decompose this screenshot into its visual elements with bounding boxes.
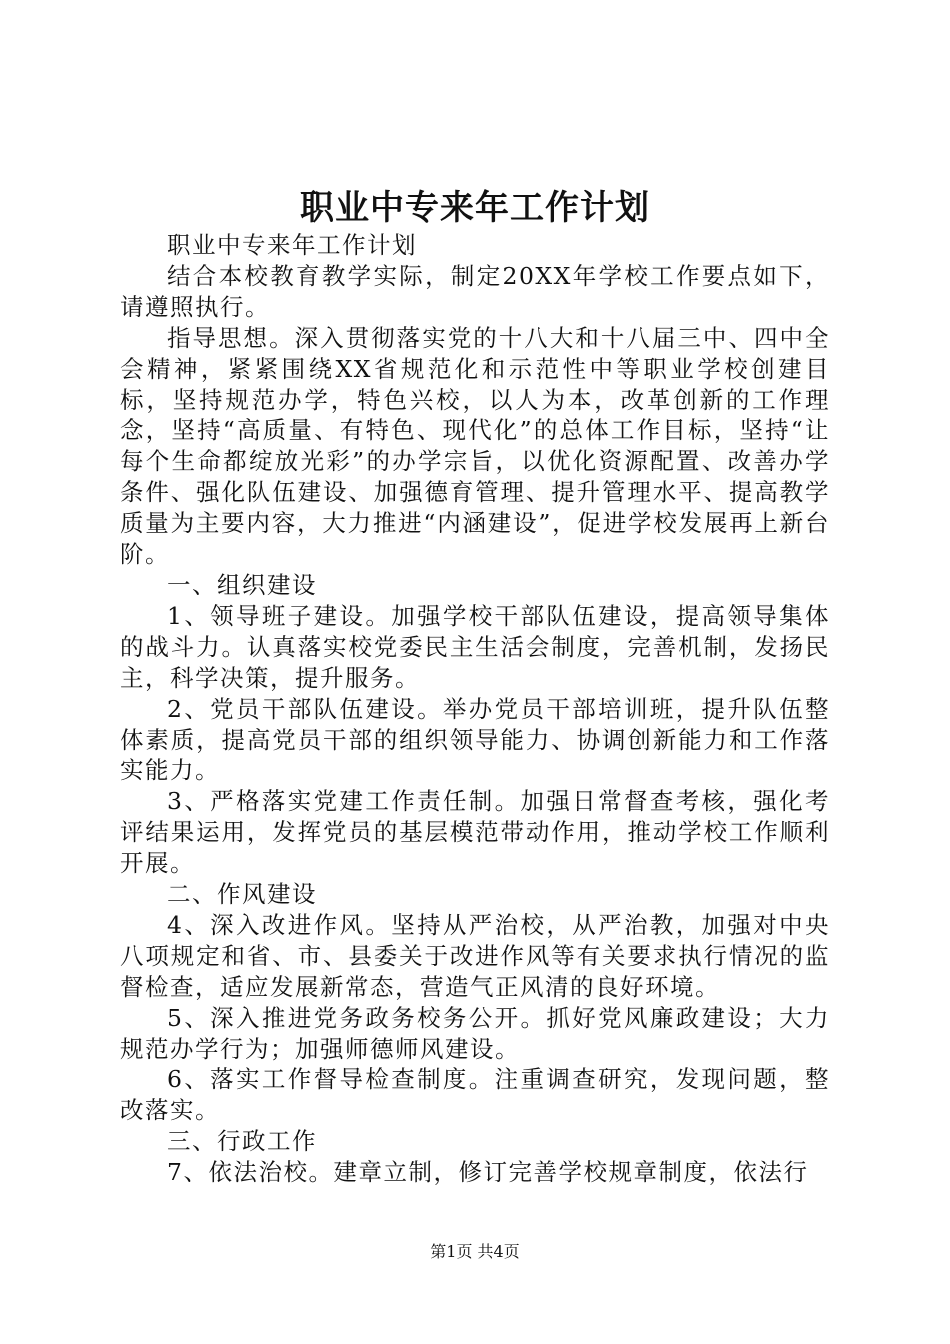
- document-body: [120, 230, 830, 1188]
- paragraph: 4、深入改进作风。坚持从严治校，从严治教，加强对中央八项规定和省、市、县委关于改进作风等有关要求执行情况的监督检查，适应发展新常态，营造气正风清的良好环境。: [120, 910, 830, 1001]
- section-heading: 二、作风建设: [167, 880, 317, 909]
- section-heading: 一、组织建设: [167, 570, 317, 599]
- paragraph: 职业中专来年工作计划: [167, 231, 417, 259]
- paragraph: 2、党员干部队伍建设。举办党员干部培训班，提升队伍整体素质，提高党员干部的组织领导能力、协调创新能力和工作落实能力。: [120, 694, 830, 785]
- paragraph: 6、落实工作督导检查制度。注重调查研究，发现问题，整改落实。: [120, 1065, 830, 1125]
- paragraph: 5、深入推进党务政务校务公开。抓好党风廉政建设；大力规范办学行为；加强师德师风建设。: [120, 1003, 830, 1063]
- paragraph: 结合本校教育教学实际，制定20XX年学校工作要点如下，请遵照执行。: [120, 261, 830, 321]
- paragraph: 3、严格落实党建工作责任制。加强日常督查考核，强化考评结果运用，发挥党员的基层模范带动作用，推动学校工作顺利开展。: [120, 787, 830, 878]
- paragraph: 1、领导班子建设。加强学校干部队伍建设，提高领导集体的战斗力。认真落实校党委民主生活会制度，完善机制，发扬民主，科学决策，提升服务。: [120, 601, 830, 692]
- paragraph: 指导思想。深入贯彻落实党的十八大和十八届三中、四中全会精神，紧紧围绕XX省规范化和示范性中等职业学校创建目标，坚持规范办学，特色兴校，以人为本，改革创新的工作理念，坚持“高质量、有特色、现代化”的总体工作目标，坚持“让每个生命都绽放光彩”的办学宗旨，以优化资源配置、改善办学条件、强化队伍建设、加强德育管理、提升管理水平、提高教学质量为主要内容，大力推进“内涵建设”，促进学校发展再上新台阶。: [120, 323, 830, 569]
- paragraph: 7、依法治校。建章立制，修订完善学校规章制度，依法行: [167, 1158, 809, 1187]
- section-heading: 三、行政工作: [167, 1127, 317, 1156]
- page-footer: 第1页 共4页: [430, 1242, 520, 1261]
- document-title: 职业中专来年工作计划: [300, 188, 650, 228]
